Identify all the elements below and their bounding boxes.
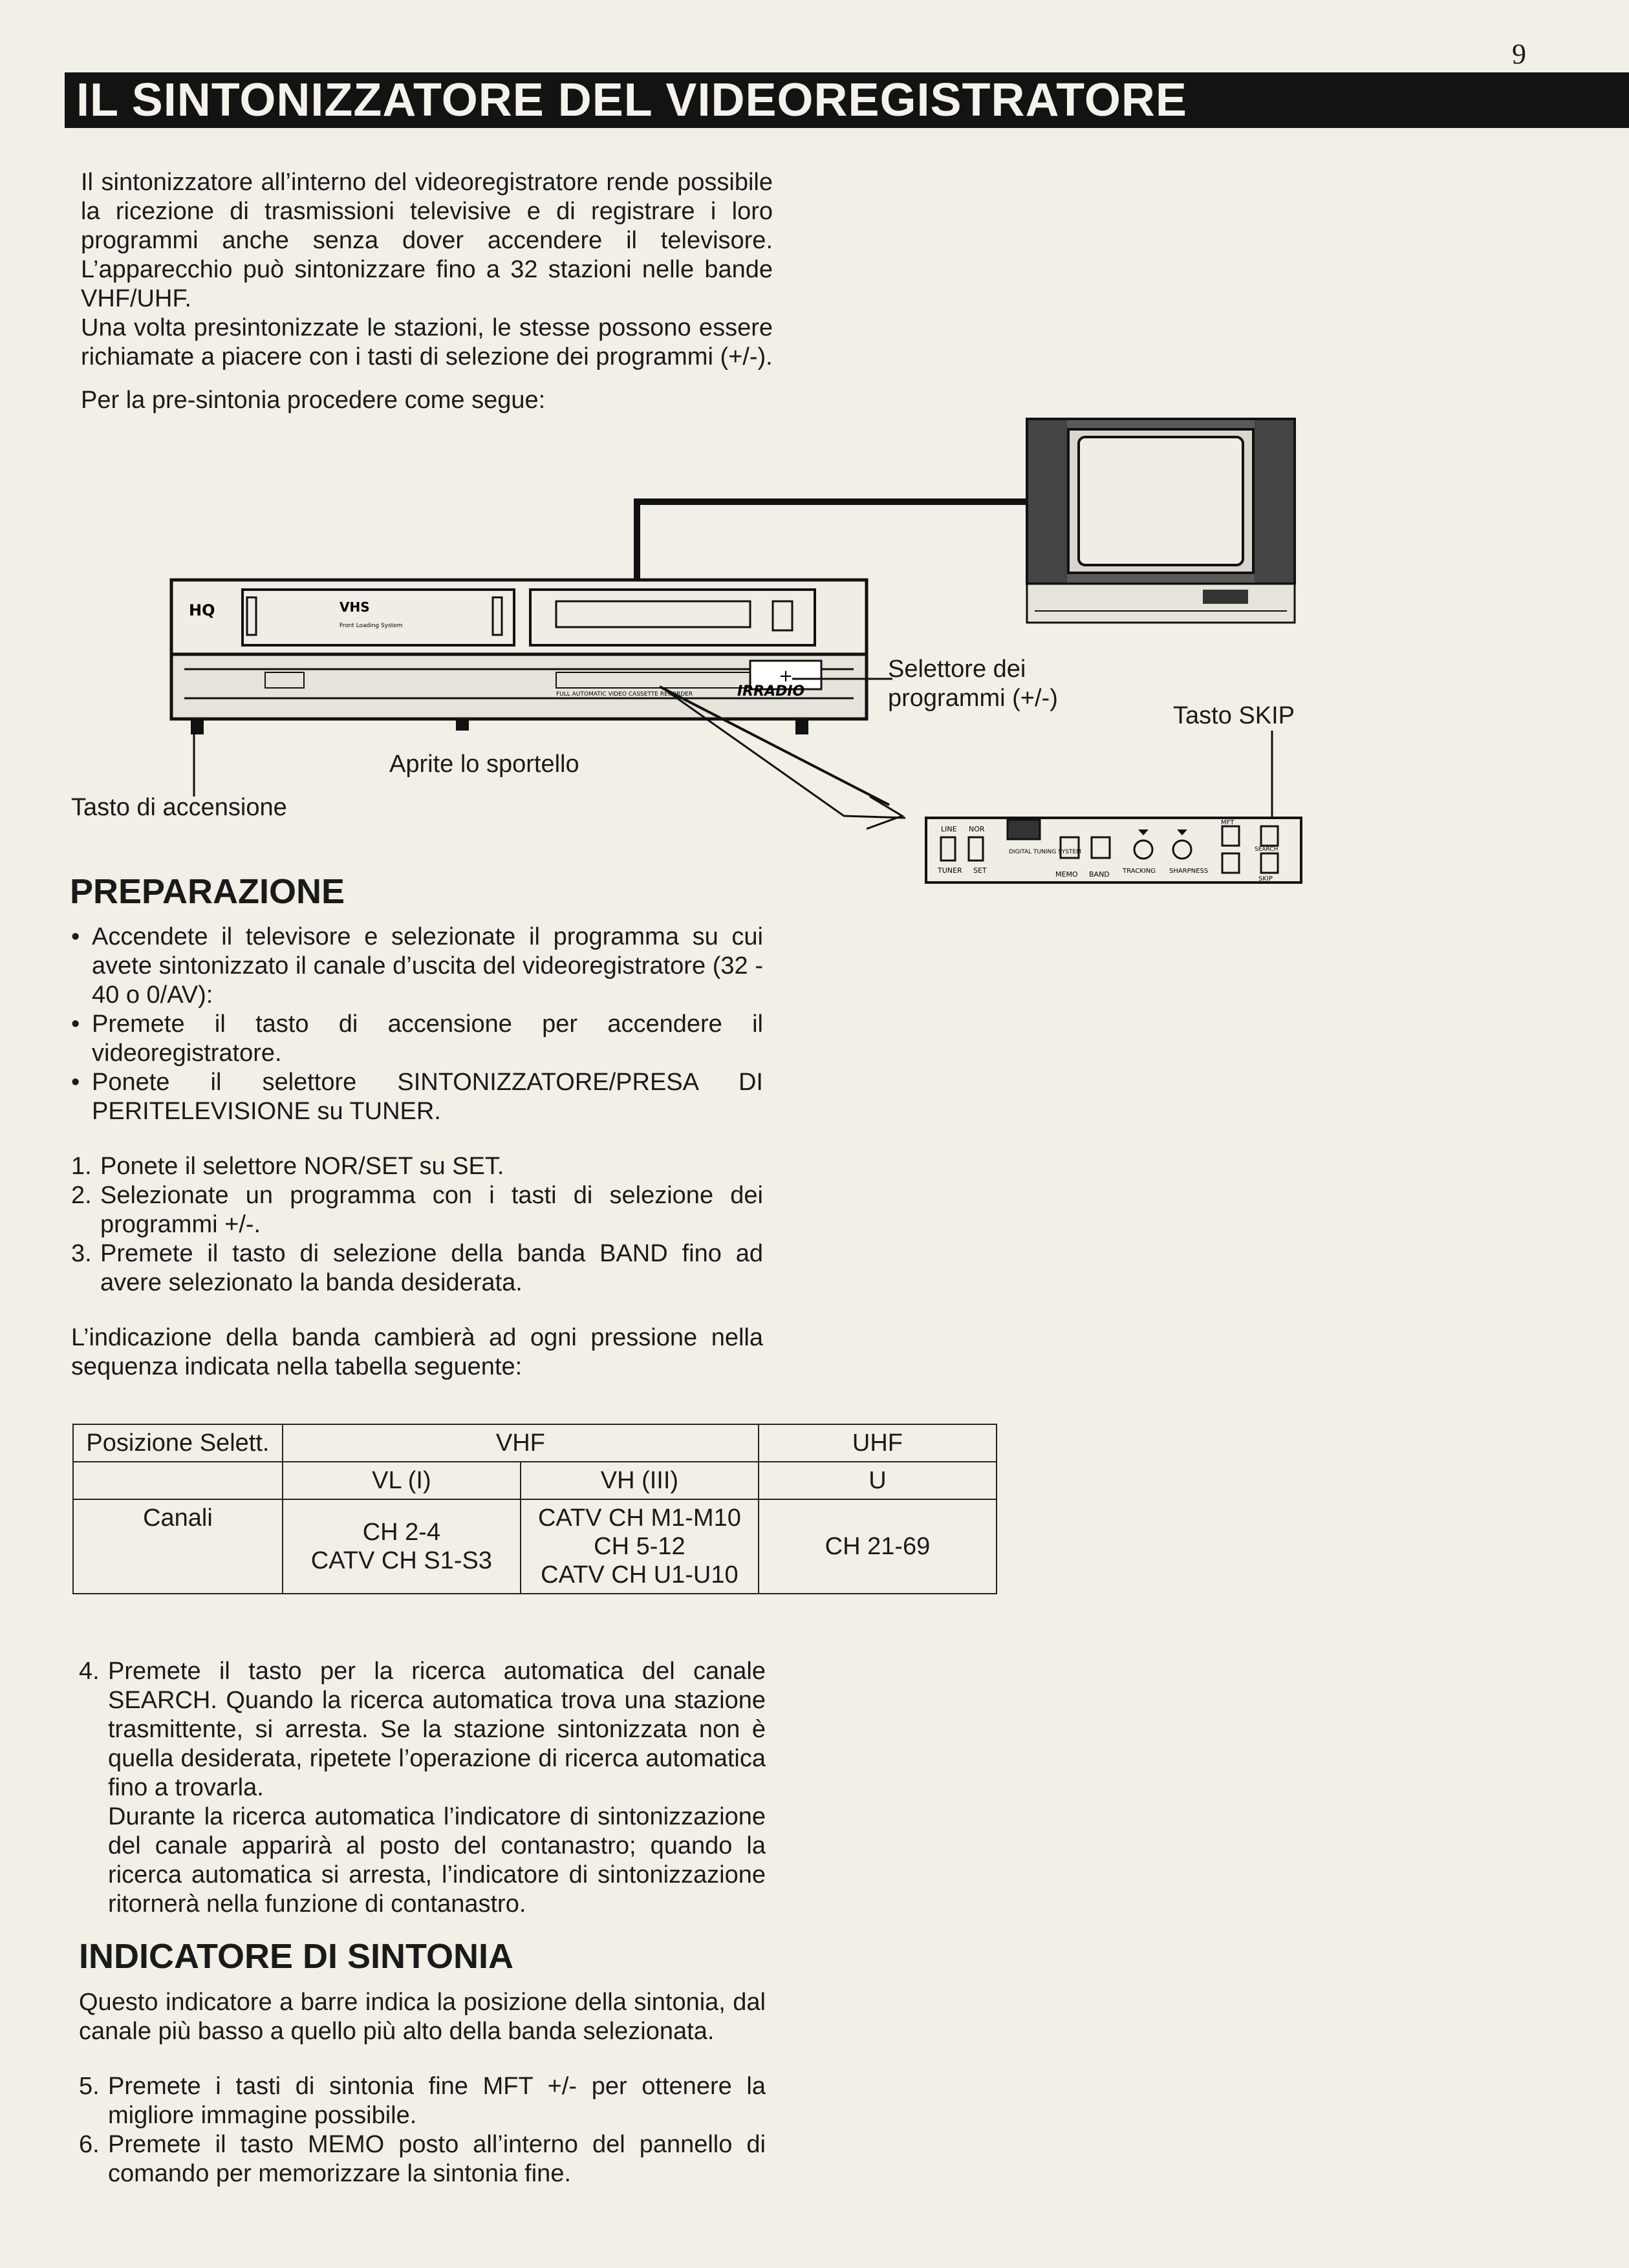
list-item — [79, 2130, 766, 2188]
table-cell: UHF — [759, 1424, 997, 1462]
panel-nor-label: NOR — [969, 825, 985, 833]
table-intro: L’indicazione della banda cambierà ad ogni pressione nella sequenza indicata nella tabella seguente: — [71, 1324, 763, 1380]
cell-line: CH 21-69 — [825, 1533, 931, 1560]
preparazione-heading: PREPARAZIONE — [70, 872, 345, 911]
table-cell — [283, 1499, 521, 1594]
label-skip-button: Tasto SKIP — [1173, 702, 1295, 729]
preparazione-body — [71, 923, 763, 1382]
panel-band-label: BAND — [1089, 870, 1110, 879]
table-cell: U — [759, 1462, 997, 1499]
panel-tracking-label: TRACKING — [1123, 868, 1156, 875]
label-open-door: Aprite lo sportello — [389, 751, 579, 778]
step-text: Selezionate un programma con i tasti di selezione dei programmi +/-. — [100, 1182, 763, 1238]
table-cell: VH (III) — [521, 1462, 759, 1499]
list-item: • Ponete il selettore SINTONIZZATORE/PRESA DI PERITELEVISIONE su TUNER. — [71, 1068, 763, 1126]
vcr-model-label: FULL AUTOMATIC VIDEO CASSETTE RECORDER — [556, 691, 693, 698]
vcr-loading-label: Front Loading System — [340, 623, 403, 629]
panel-digital-label: DIGITAL TUNING SYSTEM — [1009, 849, 1081, 855]
indicatore-body — [79, 1988, 766, 2188]
step-text: Premete il tasto per la ricerca automatica del canale SEARCH. Quando la ricerca automatica trova una stazione trasmittente, si arresta. Se la stazione sintonizzata non è quella desiderata, ripetete l’operazione di ricerca automatica fino a trovarla. — [108, 1658, 766, 1801]
table-row — [73, 1499, 997, 1594]
list-item — [79, 1657, 766, 1919]
svg-text:+: + — [779, 667, 793, 686]
step-4 — [79, 1657, 766, 1919]
table-cell — [73, 1462, 283, 1499]
preparazione-bullets — [71, 923, 763, 1126]
step-text: Durante la ricerca automatica l’indicatore di sintonizzazione del canale apparirà al posto del contanastro; quando la ricerca automatica si arresta, l’indicatore di sintonizzazione ritornerà nella funzione di contanastro. — [108, 1803, 766, 1918]
panel-line-label: LINE — [941, 825, 957, 833]
vcr-logo: VHS — [340, 599, 370, 615]
panel-search-label: SEARCH — [1255, 846, 1278, 853]
step-number: 1. — [71, 1153, 92, 1180]
table-cell — [759, 1499, 997, 1594]
cell-line: CATV CH M1-M10 — [537, 1504, 741, 1532]
panel-skip-label: SKIP — [1258, 875, 1273, 883]
panel-sharpness-label: SHARPNESS — [1169, 868, 1209, 875]
list-item: • Premete il tasto di accensione per accendere il videoregistratore. — [71, 1010, 763, 1068]
vcr-badge: HQ — [189, 601, 215, 619]
list-item — [71, 1181, 763, 1239]
vcr-icon — [171, 580, 867, 734]
vcr-tv-illustration — [0, 0, 1629, 931]
list-item — [71, 1239, 763, 1298]
cell-line: CATV CH S1-S3 — [310, 1547, 492, 1574]
table-row — [73, 1462, 997, 1499]
label-power-button: Tasto di accensione — [71, 794, 287, 821]
cell-line: CH 2-4 — [362, 1519, 441, 1546]
table-cell: Canali — [73, 1499, 283, 1594]
label-program-selector: Selettore dei programmi (+/-) — [888, 656, 1058, 712]
intro-paragraph-1: Il sintonizzatore all’interno del videoregistratore rende possibile la ricezione di trasmissioni televisive e di registrare i loro programmi anche senza dover accendere il televisore. L’apparecchio può sintonizzare fino a 32 stazioni nelle bande VHF/UHF. — [81, 169, 773, 312]
step-text: Premete il tasto di selezione della banda BAND fino ad avere selezionato la banda desiderata. — [100, 1240, 763, 1296]
page-number: 9 — [1512, 38, 1526, 70]
step-number: 3. — [71, 1240, 92, 1267]
tv-icon — [1027, 419, 1295, 623]
panel-memo-label: MEMO — [1055, 870, 1078, 879]
step-text: Ponete il selettore NOR/SET su SET. — [100, 1153, 504, 1180]
list-item: • Accendete il televisore e selezionate il programma su cui avete sintonizzato il canale d’uscita del videoregistratore (32 - 40 o 0/AV): — [71, 923, 763, 1010]
table-cell: VHF — [283, 1424, 759, 1462]
panel-set-label: SET — [973, 866, 987, 875]
step-text: Premete i tasti di sintonia fine MFT +/- per ottenere la migliore immagine possibile. — [108, 2073, 766, 2129]
cell-line: CH 5-12 — [594, 1533, 685, 1560]
control-panel-icon — [926, 818, 1301, 883]
cell-line: CATV CH U1-U10 — [541, 1561, 739, 1589]
indicatore-heading: INDICATORE DI SINTONIA — [79, 1937, 514, 1976]
panel-tuner-label: TUNER — [938, 866, 962, 875]
intro-paragraph-2: Una volta presintonizzate le stazioni, le stesse possono essere richiamate a piacere con i tasti di selezione dei programmi (+/-). — [81, 314, 773, 370]
preparazione-steps — [71, 1152, 763, 1298]
vcr-brand-label: IRRADIO — [737, 683, 805, 700]
table-cell: VL (I) — [283, 1462, 521, 1499]
intro-paragraph-3: Per la pre-sintonia procedere come segue: — [81, 387, 546, 414]
band-table — [72, 1424, 997, 1594]
panel-mft-label: MFT — [1221, 819, 1235, 826]
step-number: 4. — [79, 1658, 100, 1685]
indicatore-paragraph: Questo indicatore a barre indica la posizione della sintonia, dal canale più basso a quello più alto della banda selezionata. — [79, 1989, 766, 2045]
list-item — [71, 1152, 763, 1181]
list-item — [79, 2072, 766, 2130]
table-cell: Posizione Selett. — [73, 1424, 283, 1462]
page-title: IL SINTONIZZATORE DEL VIDEOREGISTRATORE — [65, 72, 1629, 128]
step-number: 5. — [79, 2073, 100, 2100]
table-row — [73, 1424, 997, 1462]
step-number: 6. — [79, 2131, 100, 2158]
step-number: 2. — [71, 1182, 92, 1209]
step-text: Premete il tasto MEMO posto all’interno del pannello di comando per memorizzare la sintonia fine. — [108, 2131, 766, 2187]
table-cell — [521, 1499, 759, 1594]
